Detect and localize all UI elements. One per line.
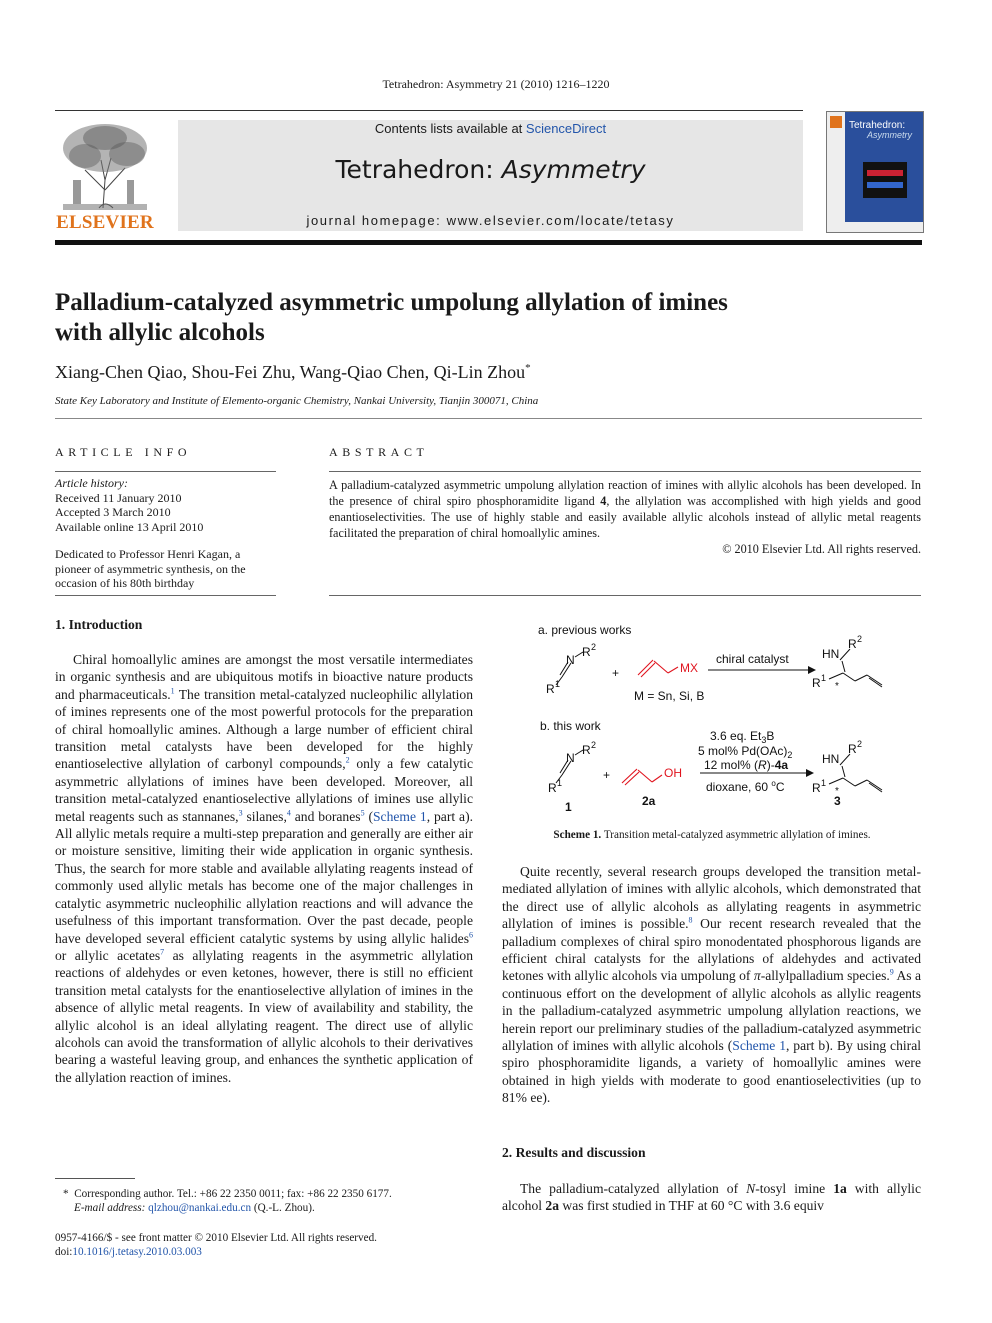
abstract-text: A palladium-catalyzed asymmetric umpolung allylation reaction of imines with allylic alcohols has been developed. In the presence of chiral spiro phosphoramidite ligand 4, the allylation was accomplished with high yields and good enantioselectivities. The use of highly stable and easily available allylic alcohols instead of allylic metal reagents facilitated the preparation of chiral homoallylic amines. © 2010 Elsevier Ltd. All rights reserved. bbox=[329, 478, 921, 556]
abstract-copyright: © 2010 Elsevier Ltd. All rights reserved. bbox=[722, 542, 921, 556]
group-r1: R bbox=[548, 781, 557, 795]
condition-palladium: 5 mol% $Pd(OAc)_2$ bbox=[698, 744, 793, 760]
atom-n: N bbox=[566, 751, 575, 765]
abstract-rule-top bbox=[329, 471, 921, 472]
front-matter: 0957-4166/$ - see front matter © 2010 Elsevier Ltd. All rights reserved. doi:10.1016/j.tetasy.2010.03.003 bbox=[55, 1232, 377, 1258]
amine-hn: HN bbox=[822, 647, 840, 661]
article-history: Article history: Received 11 January 2010 Accepted 3 March 2010 Available online 13 April 2010 Dedicated to Professor Henri Kagan, a pioneer of asymmetric synthesis, on the occasion of his 80th birthday bbox=[55, 476, 246, 590]
compound-3-label: 3 bbox=[834, 794, 841, 808]
condition-solvent: dioxane, 60 $^o$C bbox=[706, 779, 785, 794]
journal-homepage[interactable]: journal homepage: www.elsevier.com/locate/tetasy bbox=[306, 213, 675, 228]
plus-sign: + bbox=[612, 666, 620, 680]
email-link[interactable]: qlzhou@nankai.edu.cn bbox=[148, 1202, 252, 1214]
scheme-label-b: b. this work bbox=[540, 719, 601, 733]
results-paragraph: The palladium-catalyzed allylation of N-tosyl imine 1a with allylic alcohol 2a was first studied in THF at 60 °C with 3.6 equiv bbox=[502, 1181, 921, 1214]
group-r2-sub: 2 bbox=[591, 642, 597, 652]
scheme-link[interactable]: Scheme 1 bbox=[372, 808, 427, 824]
info-rule-bottom bbox=[55, 595, 276, 596]
ref-link[interactable]: 5 bbox=[360, 808, 365, 818]
amine-hn: HN bbox=[822, 752, 840, 766]
header-rule bbox=[55, 110, 803, 111]
group-r2: R bbox=[582, 743, 591, 757]
group-r1: R bbox=[812, 676, 821, 690]
affiliation: State Key Laboratory and Institute of Elemento-organic Chemistry, Nankai University, Tianjin 300071, China bbox=[55, 395, 539, 407]
results-heading: 2. Results and discussion bbox=[502, 1145, 646, 1160]
group-r2: R bbox=[848, 637, 857, 651]
compound-1-label: 1 bbox=[565, 800, 572, 814]
group-r1: R bbox=[546, 682, 555, 696]
group-r2: R bbox=[582, 645, 591, 659]
publisher-wordmark: ELSEVIER bbox=[56, 212, 154, 233]
journal-cover-thumbnail bbox=[826, 111, 924, 233]
cover-title: Tetrahedron: bbox=[849, 120, 906, 131]
group-r2-sub: 2 bbox=[591, 740, 597, 750]
scheme-link[interactable]: Scheme 1 bbox=[732, 1038, 786, 1054]
group-r2: R bbox=[848, 742, 857, 756]
title-rule bbox=[55, 418, 922, 419]
author-list: Xiang-Chen Qiao, Shou-Fei Zhu, Wang-Qiao Chen, Qi-Lin Zhou* bbox=[55, 362, 531, 382]
intro-heading: 1. Introduction bbox=[55, 617, 143, 632]
article-title: Palladium-catalyzed asymmetric umpolung allylation of imines with allylic alcohols bbox=[55, 289, 728, 346]
article-info-heading: ARTICLE INFO bbox=[55, 445, 192, 459]
scheme-1-figure bbox=[510, 615, 922, 815]
arrowhead-b bbox=[806, 769, 814, 777]
sciencedirect-link[interactable]: ScienceDirect bbox=[525, 121, 607, 136]
group-r1-sub: 1 bbox=[555, 679, 561, 689]
atom-n: N bbox=[566, 653, 575, 667]
abstract-rule-bottom bbox=[329, 595, 921, 596]
journal-citation: Tetrahedron: Asymmetry 21 (2010) 1216–1220 bbox=[382, 77, 610, 91]
group-r2-sub: 2 bbox=[857, 739, 863, 749]
group-r1-sub: 1 bbox=[821, 673, 827, 683]
cover-subtitle: Asymmetry bbox=[867, 130, 912, 140]
ref-link[interactable]: 1 bbox=[170, 686, 175, 696]
stereocenter-mark: * bbox=[835, 786, 839, 797]
ref-link[interactable]: 2 bbox=[345, 755, 350, 765]
corresponding-author-mark[interactable]: * bbox=[525, 362, 531, 374]
doi-link[interactable]: 10.1016/j.tetasy.2010.03.003 bbox=[72, 1246, 202, 1258]
ref-link[interactable]: 8 bbox=[688, 915, 693, 925]
condition-borane: 3.6 eq. $Et_3B$ bbox=[710, 729, 775, 745]
stereocenter-mark: * bbox=[835, 681, 839, 692]
metals-note: M = Sn, Si, B bbox=[634, 689, 705, 703]
scheme-label-a: a. previous works bbox=[538, 623, 632, 637]
footnote-rule bbox=[55, 1178, 135, 1179]
compound-2a-label: 2a bbox=[642, 794, 656, 808]
group-r1-sub: 1 bbox=[557, 778, 563, 788]
abstract-heading: ABSTRACT bbox=[329, 445, 429, 459]
arrowhead-a bbox=[808, 666, 816, 674]
right-paragraph: Quite recently, several research groups developed the transition metal-mediated allylation of imines with allylic alcohols, which demonstrated that the direct use of allylic alcohols as allylating reagents in asymmetric allylation of imines is possible.$^8$ Our recent research revealed that the palladium complexes of chiral spiro monodentated phosphorous ligands are efficient chiral catalysts for the allylations of aldehydes and activated ketones with allylic alcohols via umpolung of π-allylpalladium species.$^9$ As a continuous effort on the development of allylic alcohols as allylic reagents in the palladium-catalyzed asymmetric umpolung allylation reactions, we herein report our preliminary studies of the palladium-catalyzed asymmetric allylation of imines with allylic alcohols (Scheme 1, part b). By using chiral spiro phosphoramidite ligands, a variety of homoallylic amines were obtained in high yields with moderate to good enantioselectivities (up to 81% ee). bbox=[502, 864, 922, 1106]
ref-link[interactable]: 9 bbox=[889, 967, 894, 977]
intro-paragraph: Chiral homoallylic amines are amongst the most versatile intermediates in organic synthesis and are ubiquitous motifs in bioactive nature products and pharmaceuticals.$^1$ The transition metal-catalyzed nucleophilic allylation of imines represents one of the most powerful protocols for the preparation of chiral homoallylic amines. Although a large number of efficient chiral transition metal catalysts have been developed for the highly enantioselective allylation of carbonyl compounds,$^2$ only a few catalytic asymmetric allylations of imines have been developed. Moreover, all transition metal-catalyzed enantioselective allylations of imines use allylic metal reagents such as stannanes,$^3$ silanes,$^4$ and boranes$^5$ (Scheme 1, part a). All allylic metals require a multi-step preparation and generally are either air or moisture sensitive, limiting their wide application in organic synthesis. Thus, the search for more stable and available allylating reagents instead of commonly used allylic metals has become one of the major challenges in catalytic asymmetric nucleophilic allylation reactions and will advance the usefulness of this important transformation. Over the past decade, people have developed several efficient catalytic systems by using allylic halides$^6$ or allylic acetates$^7$ as allylating reagents in the asymmetric allylation reactions of aldehydes or even ketones, however, there is still no efficient transition metal catalysts for the enantioselective allylation of imines in the absence of allylic metal reagents. In view of availability and stability, the allylic alcohol is an ideal allylating reagent. The direct use of allylic alcohols can avoid the transformation of allylic alcohols to their derivatives bearing a wasteful leaving group, and enhances the synthetic application of the allylation reaction of imines. bbox=[55, 652, 473, 1085]
group-r1: R bbox=[812, 781, 821, 795]
ref-link[interactable]: 7 bbox=[160, 947, 165, 957]
plus-sign: + bbox=[603, 768, 611, 782]
group-r1-sub: 1 bbox=[821, 778, 827, 788]
ref-link[interactable]: 4 bbox=[286, 808, 291, 818]
condition-ligand: 12 mol% (R)-4a bbox=[704, 758, 789, 772]
ref-link[interactable]: 6 bbox=[469, 929, 473, 939]
corresponding-footnote: * Corresponding author. Tel.: +86 22 2350 0011; fax: +86 22 2350 6177. E-mail address: qlzhou@nankai.edu.cn (Q.-L. Zhou). bbox=[63, 1188, 392, 1214]
info-rule-top bbox=[55, 471, 276, 472]
journal-name: Tetrahedron: Asymmetry bbox=[335, 155, 646, 184]
metal-group: MX bbox=[680, 661, 698, 675]
group-r2-sub: 2 bbox=[857, 634, 863, 644]
hydroxyl-group: OH bbox=[664, 766, 682, 780]
scheme-caption: Scheme 1. Transition metal-catalyzed asymmetric allylation of imines. bbox=[553, 829, 871, 841]
header-thick-rule bbox=[55, 240, 922, 245]
ref-link[interactable]: 3 bbox=[238, 808, 243, 818]
contents-line: Contents lists available at ScienceDirect bbox=[374, 121, 607, 136]
catalyst-label: chiral catalyst bbox=[716, 652, 789, 666]
